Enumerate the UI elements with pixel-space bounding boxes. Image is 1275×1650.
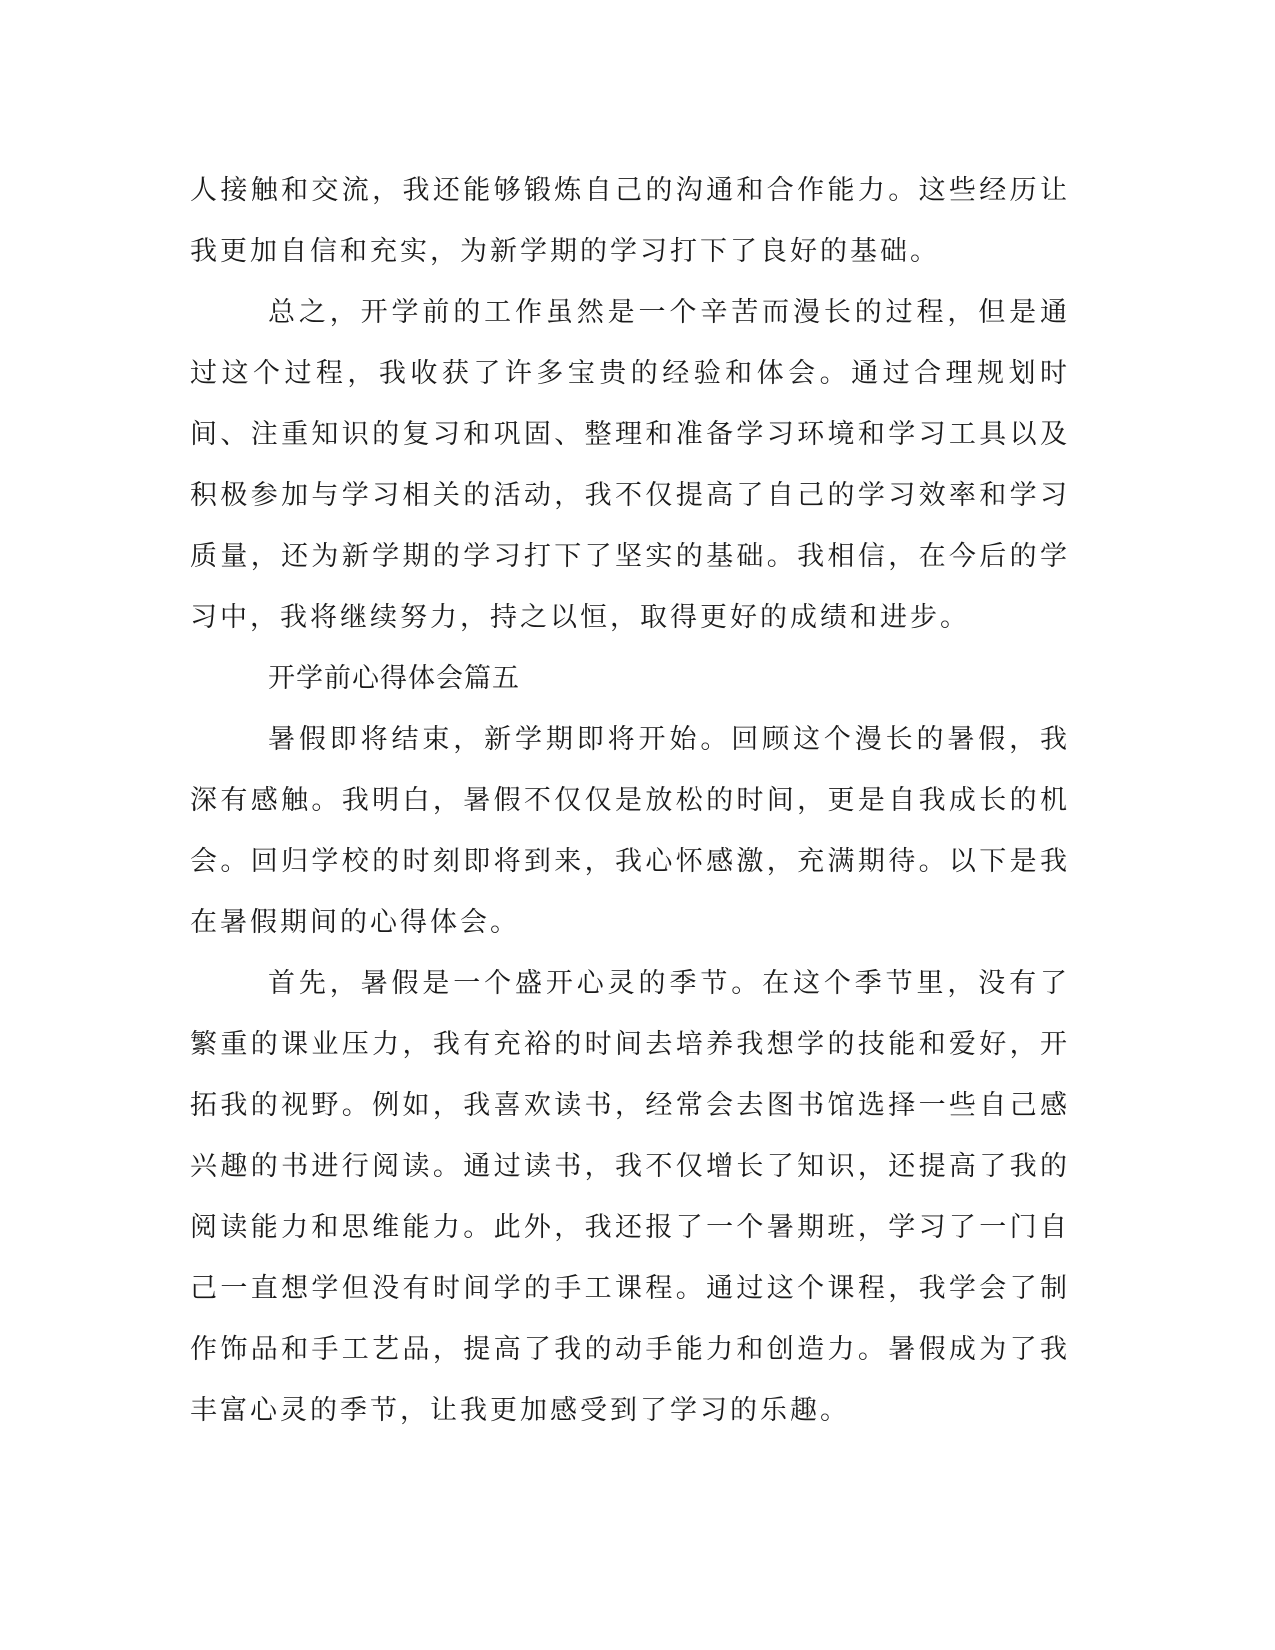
paragraph-first-point: 首先，暑假是一个盛开心灵的季节。在这个季节里，没有了繁重的课业压力，我有充裕的时间去培养我想学的技能和爱好，开拓我的视野。例如，我喜欢读书，经常会去图书馆选择一些自己感兴趣的书进行阅读。通过读书，我不仅增长了知识，还提高了我的阅读能力和思维能力。此外，我还报了一个暑期班，学习了一门自己一直想学但没有时间学的手工课程。通过这个课程，我学会了制作饰品和手工艺品，提高了我的动手能力和创造力。暑假成为了我丰富心灵的季节，让我更加感受到了学习的乐趣。: [190, 968, 1070, 1426]
section-heading: 开学前心得体会篇五: [268, 663, 520, 694]
paragraph-summary: 总之，开学前的工作虽然是一个辛苦而漫长的过程，但是通过这个过程，我收获了许多宝贵的经验和体会。通过合理规划时间、注重知识的复习和巩固、整理和准备学习环境和学习工具以及积极参加与学习相关的活动，我不仅提高了自己的学习效率和学习质量，还为新学期的学习打下了坚实的基础。我相信，在今后的学习中，我将继续努力，持之以恒，取得更好的成绩和进步。: [190, 297, 1070, 633]
paragraph-intro: 暑假即将结束，新学期即将开始。回顾这个漫长的暑假，我深有感触。我明白，暑假不仅仅是放松的时间，更是自我成长的机会。回归学校的时刻即将到来，我心怀感激，充满期待。以下是我在暑假期间的心得体会。: [190, 724, 1070, 938]
document-body: [190, 160, 1070, 1441]
paragraph-continuation: 人接触和交流，我还能够锻炼自己的沟通和合作能力。这些经历让我更加自信和充实，为新学期的学习打下了良好的基础。: [190, 175, 1070, 267]
